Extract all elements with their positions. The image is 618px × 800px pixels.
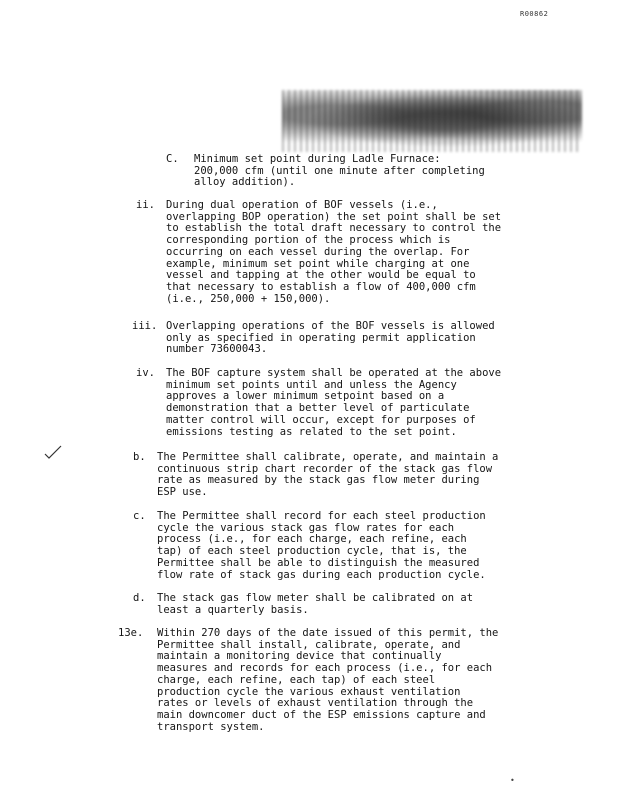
scan-smudge: [282, 90, 582, 152]
text-line: process (i.e., for each charge, each refine, each: [157, 533, 467, 546]
text-line: During dual operation of BOF vessels (i.e.,: [166, 199, 438, 211]
margin-checkmark-icon: [44, 445, 62, 459]
text-line: to establish the total draft necessary to control the: [166, 222, 502, 235]
item-text: [166, 321, 495, 356]
item-text: [194, 154, 485, 189]
text-line: main downcomer duct of the ESP emissions capture and: [157, 708, 486, 721]
text-line: rate as measured by the stack gas flow meter during: [157, 474, 480, 487]
text-line: least a quarterly basis.: [157, 603, 309, 616]
item-text: [157, 593, 473, 616]
text-line: flow rate of stack gas during each production cycle.: [157, 568, 486, 581]
text-line: approves a lower minimum setpoint based on a: [166, 390, 445, 403]
text-line: rates or levels of exhaust ventilation through the: [157, 697, 474, 710]
text-line: only as specified in operating permit application: [166, 331, 476, 344]
text-line: example, minimum set point while charging at one: [166, 257, 470, 270]
item-marker: c.: [133, 510, 146, 522]
item-marker: 13e.: [118, 627, 144, 639]
item-marker: ii.: [136, 199, 155, 211]
item-marker: b.: [133, 451, 146, 463]
item-text: [166, 368, 501, 438]
item-marker: iv.: [136, 367, 155, 379]
text-line: overlapping BOP operation) the set point shall be set: [166, 210, 502, 223]
item-text: [157, 452, 498, 499]
text-line: Permittee shall install, calibrate, operate, and: [157, 638, 461, 651]
text-line: minimum set points until and unless the Agency: [166, 378, 457, 391]
text-line: continuous strip chart recorder of the stack gas flow: [157, 462, 493, 475]
text-line: The Permittee shall record for each steel production: [157, 510, 486, 522]
page-id: R00862: [520, 10, 549, 18]
text-line: maintain a monitoring device that continually: [157, 650, 442, 663]
text-line: The BOF capture system shall be operated at the above: [166, 367, 502, 379]
text-line: measures and records for each process (i.e., for each: [157, 662, 493, 675]
text-line: vessel and tapping at the other would be equal to: [166, 269, 476, 282]
text-line: tap) of each steel production cycle, that is, the: [157, 545, 467, 558]
text-line: emissions testing as related to the set point.: [166, 425, 457, 438]
text-line: ESP use.: [157, 486, 208, 499]
item-text: [157, 628, 498, 733]
item-text: [166, 200, 501, 305]
text-line: Overlapping operations of the BOF vessels is allowed: [166, 320, 495, 332]
text-line: Permittee shall be able to distinguish the measured: [157, 556, 480, 569]
text-line: alloy addition).: [194, 176, 296, 189]
item-marker: iii.: [132, 320, 158, 332]
text-line: that necessary to establish a flow of 400,000 cfm: [166, 280, 476, 293]
text-line: charge, each refine, each tap) of each steel: [157, 673, 436, 686]
item-marker: d.: [133, 592, 146, 604]
text-line: Minimum set point during Ladle Furnace:: [194, 153, 441, 165]
text-line: occurring on each vessel during the overlap. For: [166, 245, 470, 258]
text-line: 200,000 cfm (until one minute after completing: [194, 164, 485, 177]
text-line: The Permittee shall calibrate, operate, and maintain a: [157, 451, 499, 463]
item-marker: C.: [166, 153, 179, 165]
item-text: [157, 511, 486, 581]
page-corner-dot: •: [510, 776, 515, 785]
text-line: cycle the various stack gas flow rates for each: [157, 521, 455, 534]
text-line: The stack gas flow meter shall be calibrated on at: [157, 592, 474, 604]
text-line: number 73600043.: [166, 343, 268, 356]
text-line: transport system.: [157, 720, 265, 733]
text-line: Within 270 days of the date issued of this permit, the: [157, 627, 499, 639]
text-line: matter control will occur, except for purposes of: [166, 413, 476, 426]
text-line: production cycle the various exhaust ventilation: [157, 685, 461, 698]
text-line: corresponding portion of the process which is: [166, 234, 451, 247]
text-line: (i.e., 250,000 + 150,000).: [166, 292, 331, 305]
text-line: demonstration that a better level of particulate: [166, 402, 470, 415]
